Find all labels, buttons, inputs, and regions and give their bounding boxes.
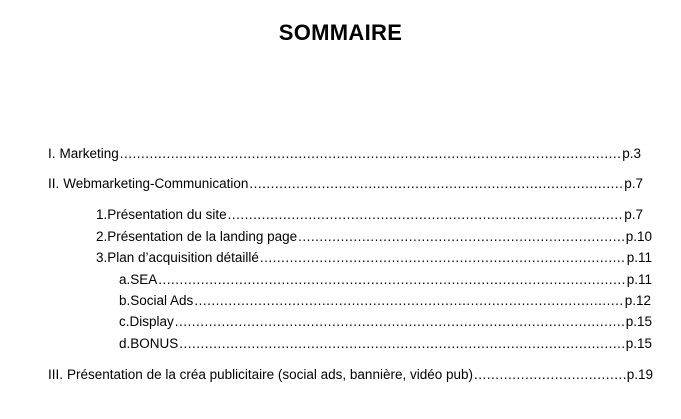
dot-leader	[179, 335, 624, 353]
toc-entry-label: Présentation de la landing page	[107, 229, 298, 244]
toc-entry-page: p.12	[624, 293, 651, 308]
dot-leader	[260, 249, 626, 267]
toc-entry-number: 1.	[96, 207, 108, 222]
toc-entry-page: p.10	[625, 229, 652, 244]
toc-entry-number: II.	[48, 176, 60, 191]
toc-entry-label: Plan d’acquisition détaillé	[107, 250, 259, 265]
toc-entry-page: p.3	[622, 146, 641, 161]
dot-leader	[298, 228, 625, 246]
dot-leader	[474, 366, 626, 384]
toc-entry-landing-page	[96, 228, 652, 246]
toc-entry-page: p.7	[624, 176, 643, 191]
toc-entry-label: Marketing	[59, 146, 119, 161]
toc-entry-social-ads	[119, 292, 651, 310]
toc-entry-number: III.	[48, 367, 64, 382]
toc-entry-label: Social Ads	[130, 293, 194, 308]
toc-entry-marketing	[48, 145, 641, 163]
toc-entry-page: p.15	[625, 314, 652, 329]
toc-entry-label: Webmarketing-Communication	[63, 176, 249, 191]
page-title: SOMMAIRE	[278, 20, 403, 45]
toc-entry-number: a.	[119, 272, 131, 287]
toc-entry-number: b.	[119, 293, 131, 308]
toc-entry-display	[119, 313, 652, 331]
toc-entry-number: c.	[119, 314, 130, 329]
toc-entry-number: I.	[48, 146, 56, 161]
toc-entry-page: p.15	[625, 336, 652, 351]
toc-entry-label: Présentation du site	[107, 207, 227, 222]
dot-leader	[228, 206, 624, 224]
toc-entry-number: d.	[119, 336, 131, 351]
toc-entry-label: Display	[129, 314, 174, 329]
toc-entry-number: 3.	[96, 250, 108, 265]
dot-leader	[194, 292, 623, 310]
toc-entry-plan-acquisition	[96, 249, 652, 267]
toc-entry-number: 2.	[96, 229, 108, 244]
toc-entry-label: SEA	[130, 272, 158, 287]
toc-entry-label: BONUS	[130, 336, 179, 351]
toc-entry-webmarketing	[48, 175, 643, 193]
dot-leader	[120, 145, 621, 163]
toc-entry-presentation-site	[96, 206, 643, 224]
toc-entry-page: p.11	[626, 272, 652, 287]
dot-leader	[158, 271, 625, 289]
toc-entry-page: p.11	[626, 250, 652, 265]
toc-entry-page: p.19	[626, 367, 653, 382]
dot-leader	[175, 313, 625, 331]
toc-entry-sea	[119, 271, 652, 289]
toc-entry-label: Présentation de la créa publicitaire (social ads, bannière, vidéo pub)	[67, 367, 474, 382]
dot-leader	[249, 175, 623, 193]
toc-entry-crea-publicitaire	[48, 366, 653, 384]
toc-entry-page: p.7	[624, 207, 643, 222]
toc-entry-bonus	[119, 335, 652, 353]
